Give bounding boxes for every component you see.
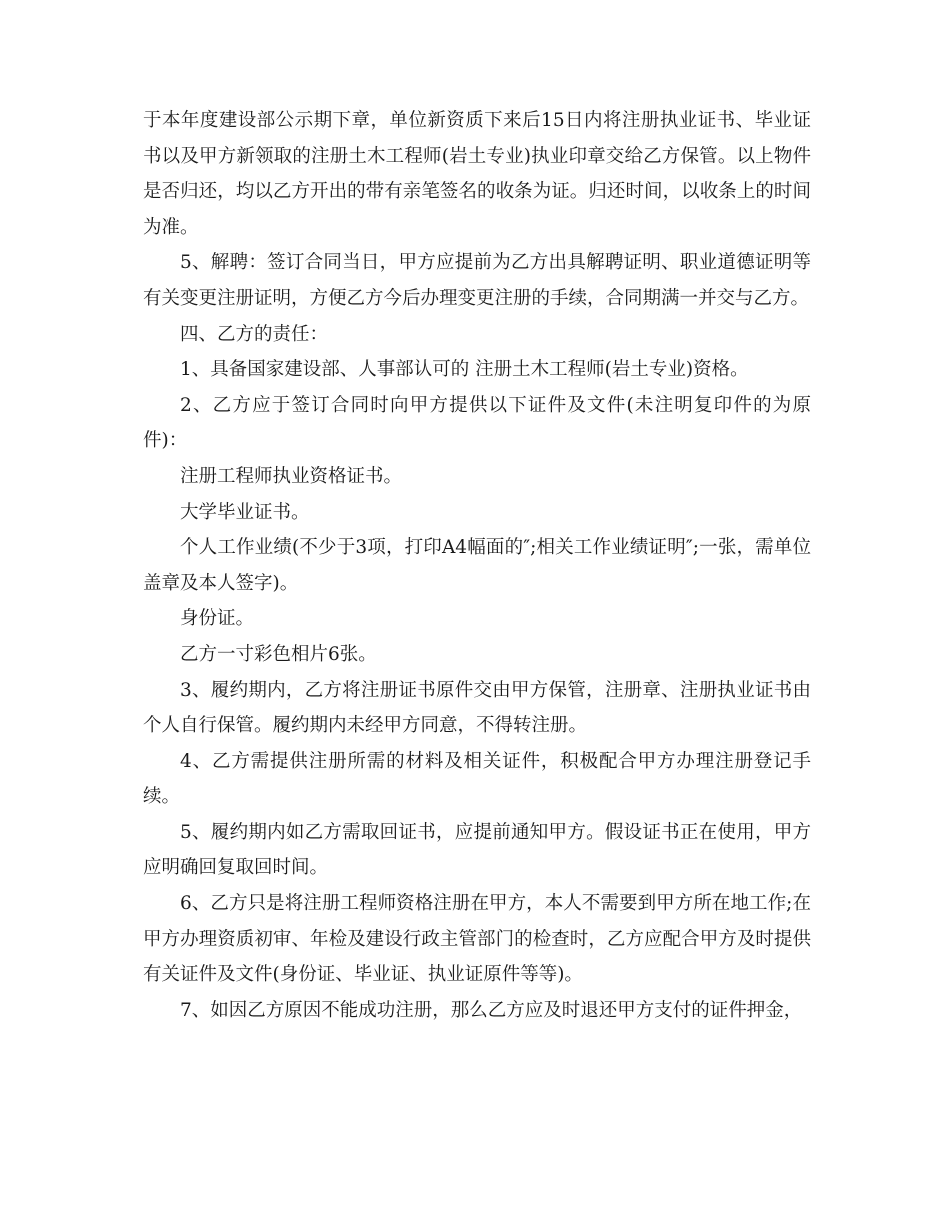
list-item-id-card: 身份证。 <box>180 608 255 630</box>
paragraph-return-certificates: 于本年度建设部公示期下章，单位新资质下来后15日内将注册执业证书、毕业证书以及甲方新领取的注册土木工程师(岩土专业)执业印章交给乙方保管。以上物件是否归还，均以乙方开出的带有亲笔签名的收条为证。归还时间，以收条上的时间为准。 <box>143 110 811 238</box>
paragraph-qualification: 1、具备国家建设部、人事部认可的 注册土木工程师(岩土专业)资格。 <box>180 359 749 381</box>
paragraph-registration-materials: 4、乙方需提供注册所需的材料及相关证件，积极配合甲方办理注册登记手续。 <box>143 750 811 808</box>
paragraph-dismissal: 5、解聘：签订合同当日，甲方应提前为乙方出具解聘证明、职业道德证明等有关变更注册证明，方便乙方今后办理变更注册的手续，合同期满一并交与乙方。 <box>143 252 811 309</box>
list-item-work-record: 个人工作业绩(不少于3项，打印A4幅面的″;相关工作业绩证明″;一张，需单位盖章及本人签字)。 <box>143 537 811 594</box>
list-item-diploma: 大学毕业证书。 <box>180 501 310 523</box>
paragraph-registration-failure: 7、如因乙方原因不能成功注册，那么乙方应及时退还甲方支付的证件押金， <box>180 999 803 1021</box>
section-heading-party-b-duties: 四、乙方的责任： <box>180 323 329 345</box>
list-item-engineer-certificate: 注册工程师执业资格证书。 <box>180 465 403 487</box>
paragraph-custody: 3、履约期内，乙方将注册证书原件交由甲方保管，注册章、注册执业证书由个人自行保管。履约期内未经甲方同意，不得转注册。 <box>143 679 811 737</box>
paragraph-work-location: 6、乙方只是将注册工程师资格注册在甲方，本人不需要到甲方所在地工作;在甲方办理资质初审、年检及建设行政主管部门的检查时，乙方应配合甲方及时提供有关证件及文件(身份证、毕业证、执业证原件等等)。 <box>143 893 811 986</box>
document-body <box>143 103 811 1028</box>
list-item-photos: 乙方一寸彩色相片6张。 <box>180 643 377 665</box>
paragraph-documents-required: 2、乙方应于签订合同时向甲方提供以下证件及文件(未注明复印件的为原件)： <box>143 394 811 452</box>
paragraph-retrieve-certificate: 5、履约期内如乙方需取回证书，应提前通知甲方。假设证书正在使用，甲方应明确回复取回时间。 <box>143 821 811 879</box>
